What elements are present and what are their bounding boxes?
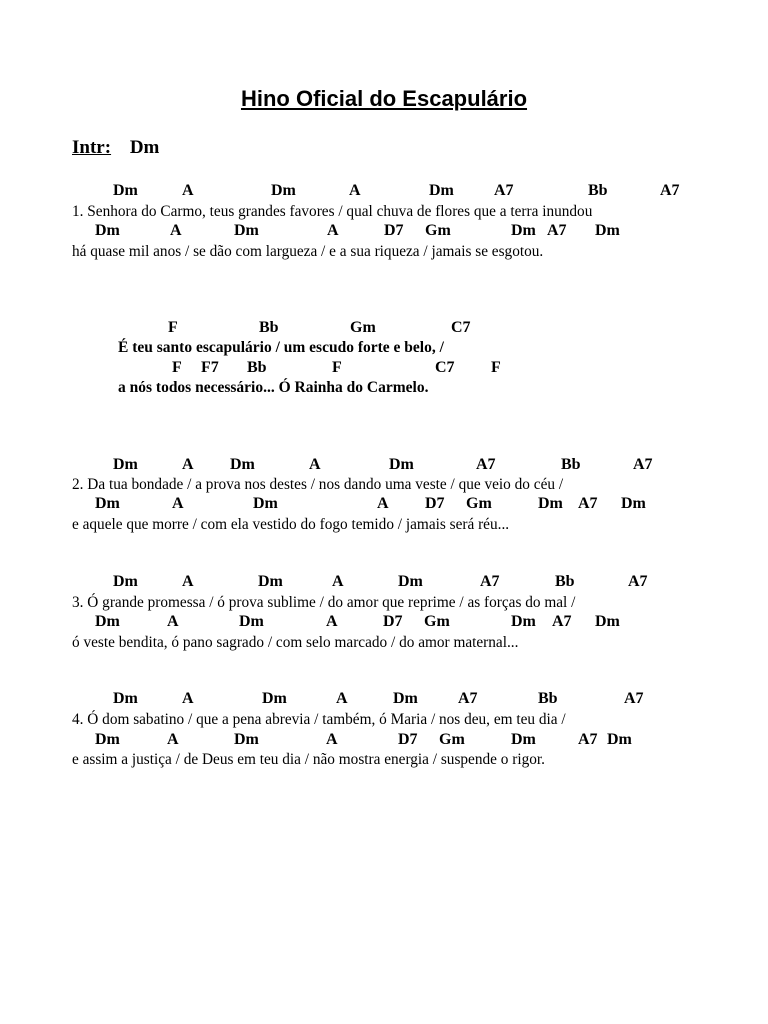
chord: A: [182, 573, 194, 590]
chord: Dm: [511, 613, 536, 630]
refrain-line: [0, 339, 768, 359]
chord: A: [377, 495, 389, 512]
chord: Dm: [511, 731, 536, 748]
chord: Dm: [271, 182, 296, 199]
chord: Bb: [555, 573, 575, 590]
chord: A7: [552, 613, 572, 630]
chord: Dm: [95, 731, 120, 748]
lyric-text: e aquele que morre / com ela vestido do fogo temido / jamais será réu...: [72, 516, 510, 533]
chord: Dm: [595, 613, 620, 630]
chord: Dm: [230, 456, 255, 473]
chord-line: [0, 690, 768, 710]
chord: Gm: [425, 222, 451, 239]
chord: C7: [435, 359, 455, 376]
chord: C7: [451, 319, 471, 336]
chord: F: [332, 359, 342, 376]
chord: A7: [458, 690, 478, 707]
lyric-text: 3. Ó grande promessa / ó prova sublime / do amor que reprime / as forças do mal /: [72, 594, 576, 611]
chord: Dm: [511, 222, 536, 239]
chord: A: [326, 613, 338, 630]
chord: Dm: [239, 613, 264, 630]
chord: Dm: [258, 573, 283, 590]
chord: D7: [425, 495, 445, 512]
chord: A: [349, 182, 361, 199]
chord: F7: [201, 359, 219, 376]
chord: Bb: [561, 456, 581, 473]
chord: Gm: [424, 613, 450, 630]
lyric-text: há quase mil anos / se dão com largueza / e a sua riqueza / jamais se esgotou.: [72, 243, 544, 260]
chord: Dm: [113, 573, 138, 590]
chord: Dm: [253, 495, 278, 512]
chord: A: [167, 613, 179, 630]
chord: A7: [494, 182, 514, 199]
lyric-line: [0, 711, 768, 731]
refrain-text: É teu santo escapulário / um escudo forte e belo, /: [118, 339, 444, 356]
chord: A: [182, 690, 194, 707]
chord: Dm: [595, 222, 620, 239]
chord: A: [309, 456, 321, 473]
lyric-line: [0, 203, 768, 223]
chord-line: [0, 731, 768, 751]
chord: Bb: [538, 690, 558, 707]
chord-line: [0, 359, 768, 379]
refrain-text: a nós todos necessário... Ó Rainha do Carmelo.: [118, 379, 429, 396]
lyric-text: 1. Senhora do Carmo, teus grandes favores / qual chuva de flores que a terra inundou: [72, 203, 593, 220]
chord: Gm: [439, 731, 465, 748]
chord: Gm: [350, 319, 376, 336]
intro-line: [72, 137, 159, 159]
lyric-line: [0, 243, 768, 263]
chord: F: [168, 319, 178, 336]
chord: Dm: [621, 495, 646, 512]
chord: Dm: [234, 731, 259, 748]
refrain-line: [0, 379, 768, 399]
chord: Dm: [95, 222, 120, 239]
chord: Dm: [95, 613, 120, 630]
chord: Bb: [247, 359, 267, 376]
chord: Dm: [607, 731, 632, 748]
chord: A7: [578, 731, 598, 748]
chord-line: [0, 613, 768, 633]
chord: A7: [578, 495, 598, 512]
chord: F: [172, 359, 182, 376]
chord: D7: [384, 222, 404, 239]
lyric-line: [0, 476, 768, 496]
intro-chord: Dm: [129, 137, 160, 158]
chord: Dm: [113, 690, 138, 707]
chord: Dm: [262, 690, 287, 707]
chord: A: [332, 573, 344, 590]
chord: Dm: [398, 573, 423, 590]
chord: A7: [628, 573, 648, 590]
chord: D7: [398, 731, 418, 748]
chord: Bb: [259, 319, 279, 336]
chord: A7: [660, 182, 680, 199]
chord: A7: [480, 573, 500, 590]
chord: A: [327, 222, 339, 239]
chord: A: [167, 731, 179, 748]
chord: A: [170, 222, 182, 239]
chord: Dm: [538, 495, 563, 512]
chord: D7: [383, 613, 403, 630]
chord: Dm: [234, 222, 259, 239]
chord: A: [182, 182, 194, 199]
intro-label: Intr:: [72, 137, 112, 158]
chord: A: [172, 495, 184, 512]
chord-line: [0, 319, 768, 339]
lyric-line: [0, 516, 768, 536]
lyric-line: [0, 594, 768, 614]
lyric-text: 4. Ó dom sabatino / que a pena abrevia / também, ó Maria / nos deu, em teu dia /: [72, 711, 566, 728]
lyric-text: 2. Da tua bondade / a prova nos destes / nos dando uma veste / que veio do céu /: [72, 476, 564, 493]
chord-line: [0, 495, 768, 515]
chord: F: [491, 359, 501, 376]
chord-line: [0, 222, 768, 242]
chord: Dm: [113, 182, 138, 199]
chord: Dm: [95, 495, 120, 512]
chord: A: [336, 690, 348, 707]
chord: Dm: [393, 690, 418, 707]
chord: A7: [624, 690, 644, 707]
chord-line: [0, 456, 768, 476]
lyric-text: ó veste bendita, ó pano sagrado / com selo marcado / do amor maternal...: [72, 634, 519, 651]
chord: A: [326, 731, 338, 748]
lyric-text: e assim a justiça / de Deus em teu dia / não mostra energia / suspende o rigor.: [72, 751, 545, 768]
lyric-line: [0, 751, 768, 771]
chord: Dm: [389, 456, 414, 473]
chord-line: [0, 182, 768, 202]
song-title: Hino Oficial do Escapulário: [240, 86, 528, 111]
chord: Dm: [113, 456, 138, 473]
chord-line: [0, 573, 768, 593]
chord: Bb: [588, 182, 608, 199]
chord: Dm: [429, 182, 454, 199]
chord: A: [182, 456, 194, 473]
chord: A7: [547, 222, 567, 239]
chord: A7: [476, 456, 496, 473]
chord: Gm: [466, 495, 492, 512]
lyric-line: [0, 634, 768, 654]
chord: A7: [633, 456, 653, 473]
